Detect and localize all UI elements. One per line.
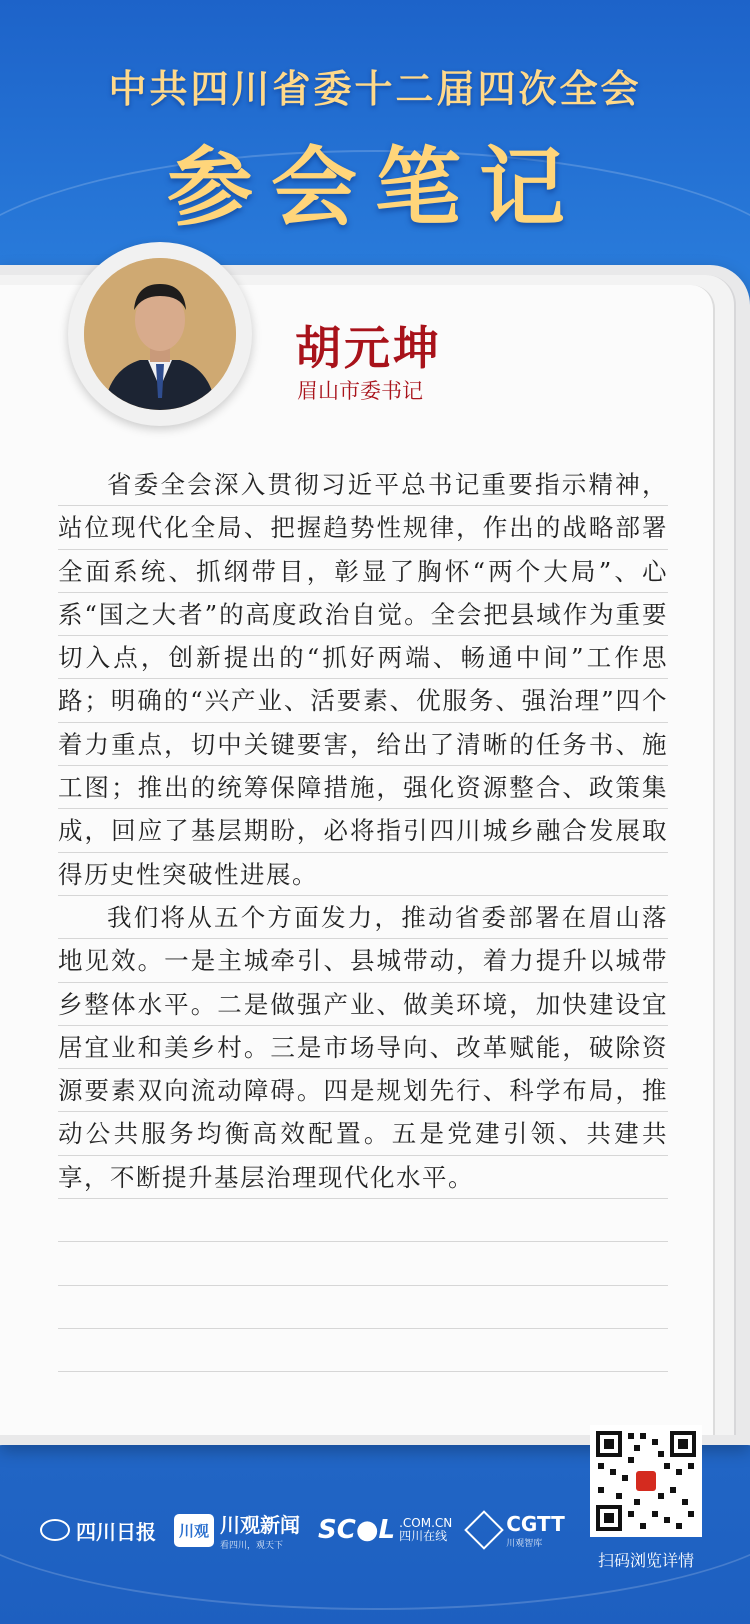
- cgtt-icon: [464, 1510, 504, 1550]
- header: [0, 0, 750, 250]
- scol-wordmark: SC●L: [318, 1515, 396, 1545]
- ruled-line: [58, 1242, 668, 1285]
- ruled-line: [58, 1286, 668, 1329]
- qr-code-icon: [594, 1429, 698, 1533]
- person-name: 胡元坤: [295, 321, 442, 375]
- ruled-line: [58, 1199, 668, 1242]
- article-paragraph: 我们将从五个方面发力，推动省委部署在眉山落地见效。一是主城牵引、县城带动，着力提升以城带乡整体水平。二是做强产业、做美环境，加快建设宜居宜业和美乡村。三是市场导向、改革赋能，破除资源要素双向流动障碍。四是规划先行、科学布局，推动公共服务均衡高效配置。五是党建引领、共建共享，不断提升基层治理现代化水平。: [58, 902, 668, 1192]
- scol-domain: .COM.CN: [399, 1516, 453, 1530]
- qr-code[interactable]: [590, 1425, 702, 1537]
- sichuan-daily-label: 四川日报: [76, 1519, 156, 1544]
- header-subtitle: 中共四川省委十二届四次全会: [108, 66, 642, 111]
- chuanguan-news-label: 川观新闻: [220, 1513, 301, 1537]
- article-paragraph: 省委全会深入贯彻习近平总书记重要指示精神，站位现代化全局、把握趋势性规律，作出的战略部署全面系统、抓纲带目，彰显了胸怀“两个大局”、心系“国之大者”的高度政治自觉。全会把县域作为重要切入点，创新提出的“抓好两端、畅通中间”工作思路；明确的“兴产业、活要素、优服务、强治理”四个着力重点，切中关键要害，给出了清晰的任务书、施工图；推出的统筹保障措施，强化资源整合、政策集成，回应了基层期盼，必将指引四川城乡融合发展取得历史性突破性进展。: [58, 470, 668, 889]
- chuanguan-news-logo: [174, 1509, 300, 1551]
- cgtt-logo: [470, 1512, 565, 1549]
- cgtt-wordmark: CGTT: [506, 1511, 565, 1536]
- article-body: [58, 463, 668, 1199]
- chuanguan-slogan: 看四川，观天下: [220, 1541, 284, 1551]
- header-title: 参会笔记: [167, 137, 583, 238]
- sichuan-daily-icon: [40, 1519, 70, 1541]
- ruled-line: [58, 1329, 668, 1372]
- publisher-logos: [40, 1508, 583, 1552]
- qr-caption: 扫码浏览详情: [597, 1551, 694, 1570]
- cgtt-name: 川观智库: [506, 1538, 543, 1549]
- portrait-illustration: [84, 258, 236, 410]
- chuanguan-badge: 川观: [174, 1514, 214, 1547]
- scol-name: 四川在线: [399, 1529, 448, 1543]
- sichuan-daily-logo: [40, 1516, 156, 1545]
- avatar: [84, 258, 236, 410]
- scol-logo: [318, 1515, 452, 1545]
- person-role: 眉山市委书记: [297, 379, 423, 403]
